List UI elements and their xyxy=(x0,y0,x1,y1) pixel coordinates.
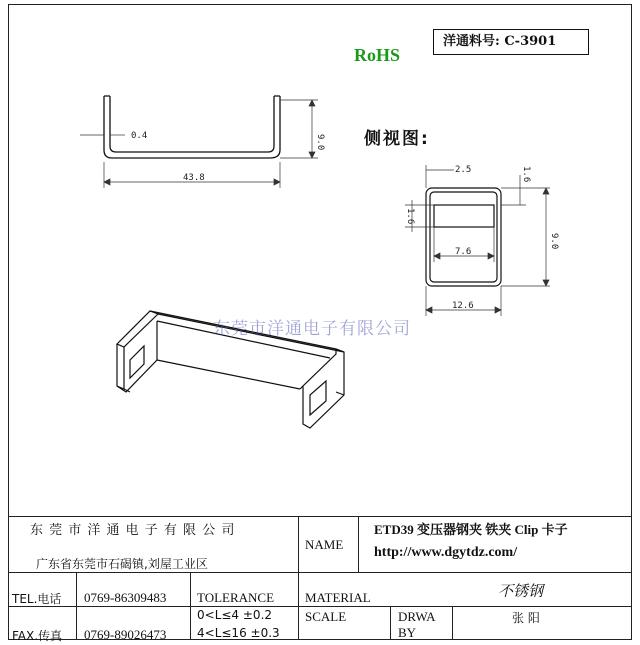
name-label: NAME xyxy=(305,537,344,552)
dim-side-height: 9.0 xyxy=(549,233,559,250)
drawn-by-label: DRWA BY xyxy=(398,609,435,640)
dim-front-length: 43.8 xyxy=(183,173,205,183)
scale-label: SCALE xyxy=(305,609,347,624)
watermark: 东莞市洋通电子有限公司 xyxy=(213,319,411,339)
tolerance-row-2: 4<L≤16 ±0.3 xyxy=(197,626,280,640)
product-name: ETD39 变压器钢夹 铁夹 Clip 卡子 xyxy=(374,522,568,537)
title-block-row-line xyxy=(8,606,632,607)
company-address: 广东省东莞市石碣镇,刘屋工业区 xyxy=(36,557,208,571)
title-block-divider-4 xyxy=(190,572,191,640)
material-label: MATERIAL xyxy=(305,590,371,605)
side-view xyxy=(426,188,501,286)
company-name: 东 莞 市 洋 通 电 子 有 限 公 司 xyxy=(30,523,236,538)
rohs-label: RoHS xyxy=(354,45,401,65)
dim-side-top-gap: 1.6 xyxy=(521,166,531,183)
drawn-by-name: 张 阳 xyxy=(512,611,540,625)
fax-number: 0769-89026473 xyxy=(84,627,167,642)
title-block-divider-5 xyxy=(390,606,391,640)
side-view-label: 侧视图: xyxy=(364,129,430,149)
dim-side-width: 12.6 xyxy=(452,301,474,311)
dim-side-left: 1.6 xyxy=(405,208,415,225)
title-block-mid-line xyxy=(8,572,632,573)
part-number: 洋通料号: C-3901 xyxy=(443,34,557,49)
tel-label: TEL.电话 xyxy=(12,592,62,606)
title-block-divider-1 xyxy=(298,516,299,640)
title-block-top-line xyxy=(8,516,632,517)
tolerance-label: TOLERANCE xyxy=(197,590,275,605)
front-view xyxy=(104,96,280,158)
title-block-divider-6 xyxy=(452,606,453,640)
title-block-divider-2 xyxy=(358,516,359,572)
dim-side-top-offset: 2.5 xyxy=(455,165,472,175)
material-value: 不锈钢 xyxy=(498,582,544,600)
dim-front-thickness: 0.4 xyxy=(131,131,148,141)
fax-label: FAX.传真 xyxy=(12,629,63,643)
dim-front-height: 9.0 xyxy=(315,134,325,151)
dim-side-slot-width: 7.6 xyxy=(455,247,472,257)
title-block-divider-3 xyxy=(76,572,77,640)
tolerance-row-1: 0<L≤4 ±0.2 xyxy=(197,608,273,622)
tel-number: 0769-86309483 xyxy=(84,590,167,605)
website-url[interactable]: http://www.dgytdz.com/ xyxy=(374,545,518,560)
